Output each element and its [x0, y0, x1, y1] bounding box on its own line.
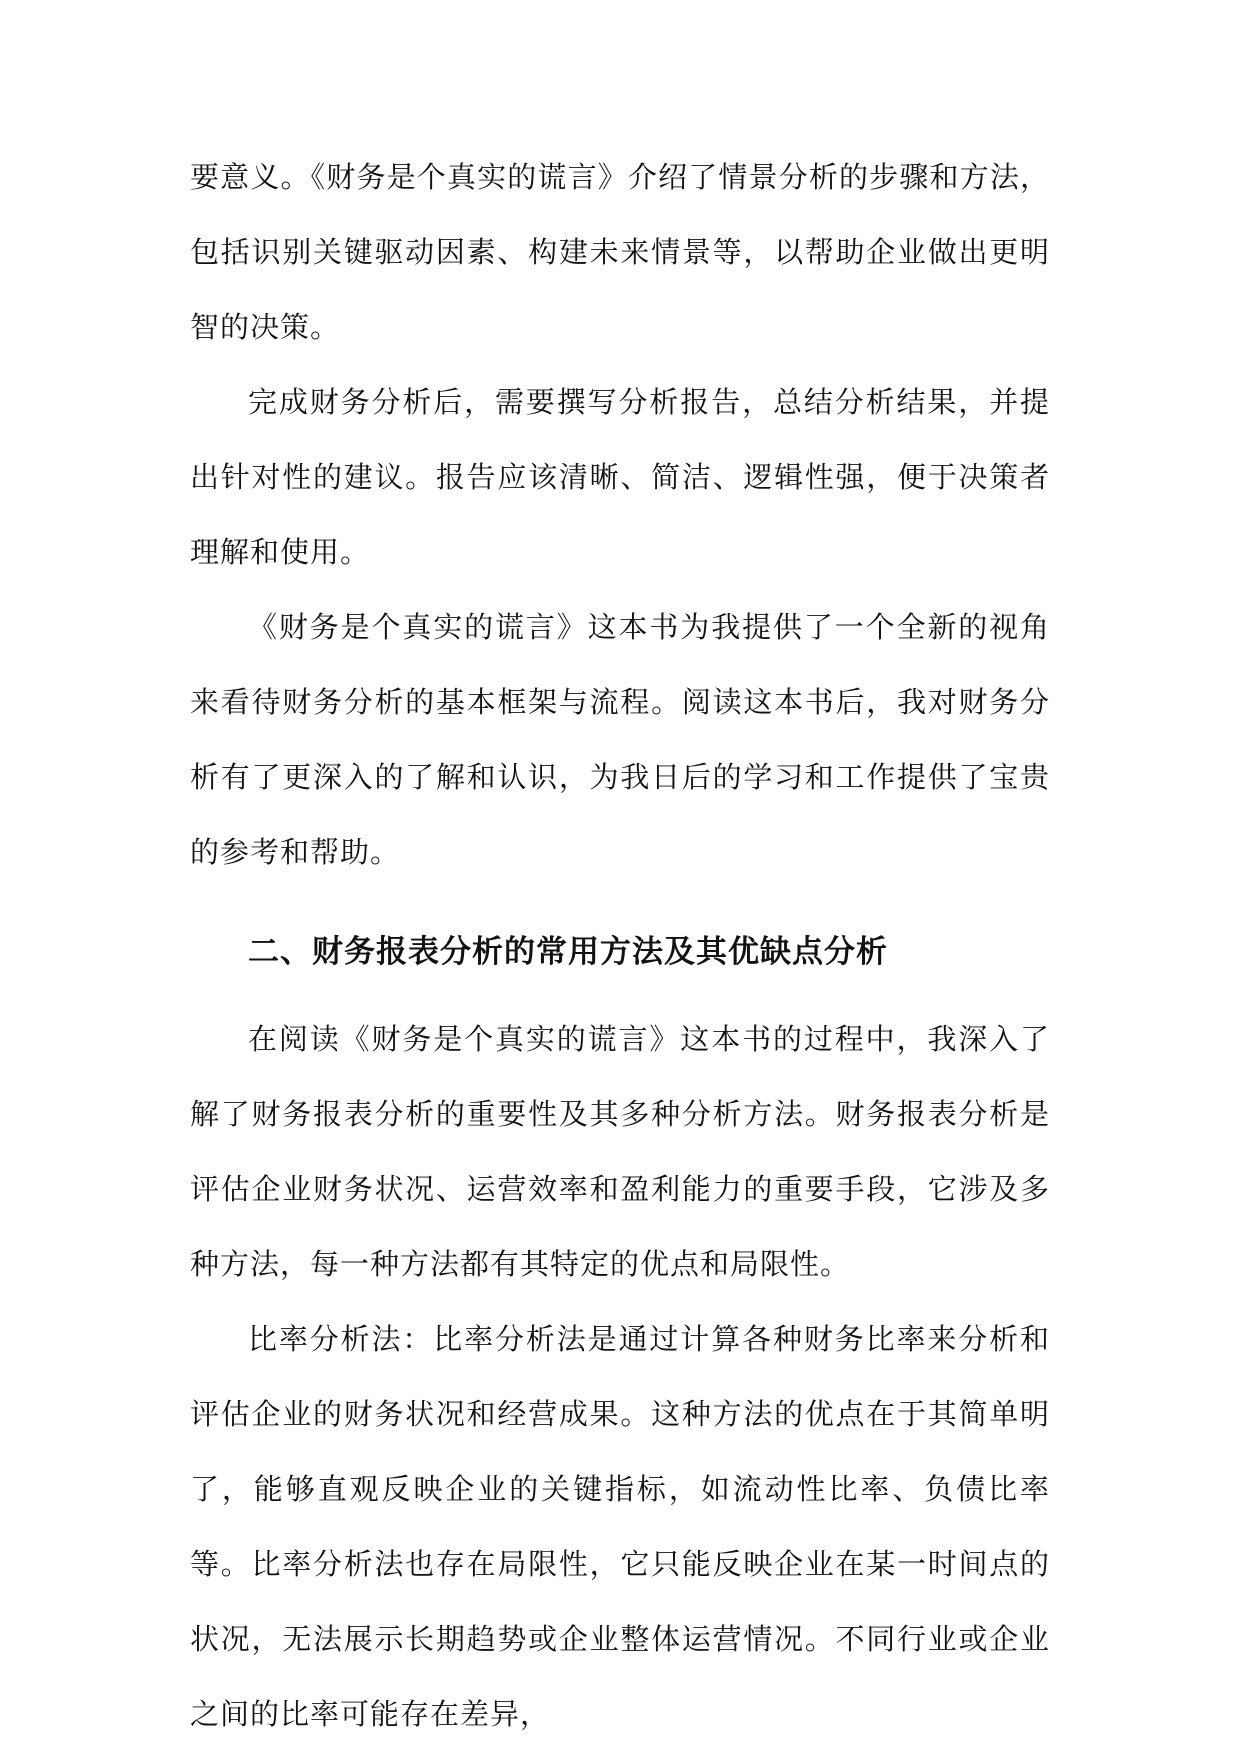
document-body — [190, 140, 1050, 1752]
paragraph-analysis-report: 完成财务分析后，需要撰写分析报告，总结分析结果，并提出针对性的建议。报告应该清晰、简洁、逻辑性强，便于决策者理解和使用。 — [190, 385, 1050, 569]
section-heading: 二、财务报表分析的常用方法及其优缺点分析 — [248, 934, 888, 970]
paragraph-statement-analysis-intro: 在阅读《财务是个真实的谎言》这本书的过程中，我深入了解了财务报表分析的重要性及其多种分析方法。财务报表分析是评估企业财务状况、运营效率和盈利能力的重要手段，它涉及多种方法，每一种方法都有其特定的优点和局限性。 — [190, 1022, 1050, 1281]
paragraph-scenario-analysis: 要意义。《财务是个真实的谎言》介绍了情景分析的步骤和方法，包括识别关键驱动因素、构建未来情景等，以帮助企业做出更明智的决策。 — [190, 160, 1050, 344]
paragraph-ratio-analysis: 比率分析法：比率分析法是通过计算各种财务比率来分析和评估企业的财务状况和经营成果。这种方法的优点在于其简单明了，能够直观反映企业的关键指标，如流动性比率、负债比率等。比率分析法也存在局限性，它只能反映企业在某一时间点的状况，无法展示长期趋势或企业整体运营情况。不同行业或企业之间的比率可能存在差异， — [190, 1322, 1050, 1731]
paragraph-book-reflection: 《财务是个真实的谎言》这本书为我提供了一个全新的视角来看待财务分析的基本框架与流程。阅读这本书后，我对财务分析有了更深入的了解和认识，为我日后的学习和工作提供了宝贵的参考和帮助。 — [190, 610, 1050, 869]
